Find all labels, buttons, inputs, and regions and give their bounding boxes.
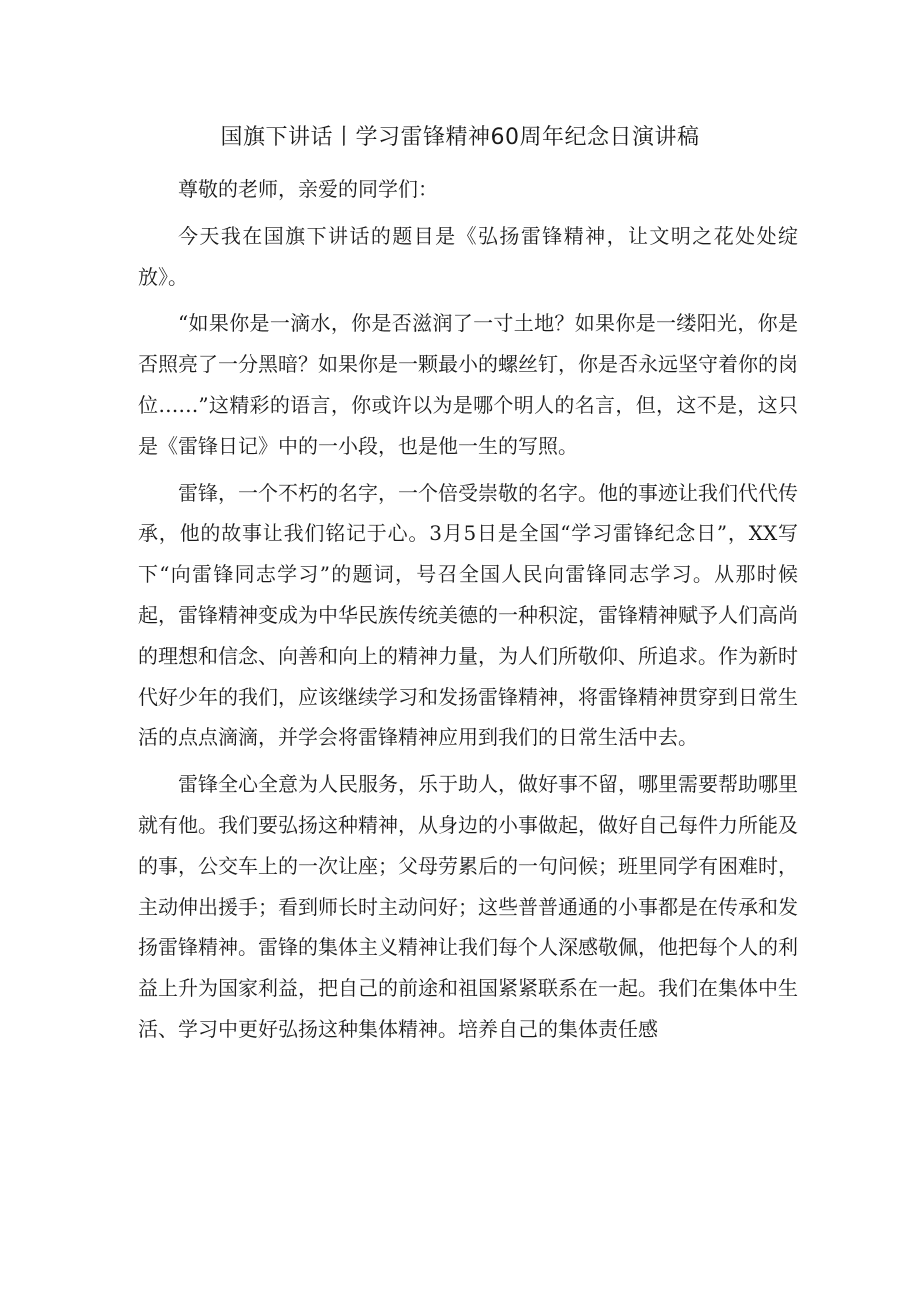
paragraph-serve-people: 雷锋全心全意为人民服务，乐于助人，做好事不留，哪里需要帮助哪里就有他。我们要弘扬这种精神，从身边的小事做起，做好自己每件力所能及的事，公交车上的一次让座；父母劳累后的一句问候；班里同学有困难时，主动伸出援手；看到师长时主动问好；这些普普通通的小事都是在传承和发扬雷锋精神。雷锋的集体主义精神让我们每个人深感敬佩，他把每个人的利益上升为国家利益，把自己的前途和祖国紧紧联系在一起。我们在集体中生活、学习中更好弘扬这种集体精神。培养自己的集体责任感 [138, 772, 798, 1041]
paragraph-quote: “如果你是一滴水，你是否滋润了一寸土地？如果你是一缕阳光，你是否照亮了一分黑暗？如果你是一颗最小的螺丝钉，你是否永远坚守着你的岗位……”这精彩的语言，你或许以为是哪个明人的名言，但，这不是，这只是《雷锋日记》中的一小段，也是他一生的写照。 [138, 311, 798, 458]
paragraph-topic: 今天我在国旗下讲话的题目是《弘扬雷锋精神，让文明之花处处绽放》。 [138, 223, 798, 289]
salutation: 尊敬的老师，亲爱的同学们： [178, 177, 438, 201]
document-title: 国旗下讲话丨学习雷锋精神60周年纪念日演讲稿 [220, 125, 700, 150]
paragraph-lei-feng-legacy: 雷锋，一个不朽的名字，一个倍受崇敬的名字。他的事迹让我们代代传承，他的故事让我们铭记于心。3月5日是全国“学习雷锋纪念日”，XX写下“向雷锋同志学习”的题词，号召全国人民向雷锋同志学习。从那时候起，雷锋精神变成为中华民族传统美德的一种积淀，雷锋精神赋予人们高尚的理想和信念、向善和向上的精神力量，为人们所敬仰、所追求。作为新时代好少年的我们，应该继续学习和发扬雷锋精神，将雷锋精神贯穿到日常生活的点点滴滴，并学会将雷锋精神应用到我们的日常生活中去。 [138, 480, 798, 750]
document-body [138, 169, 798, 1050]
